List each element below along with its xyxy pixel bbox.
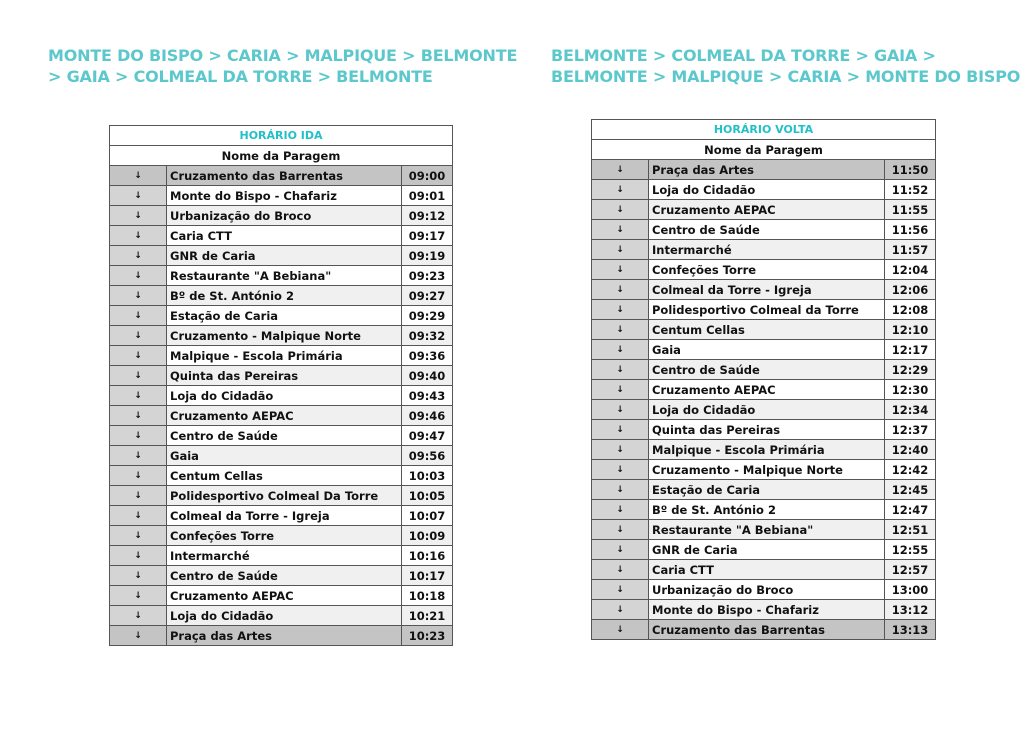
arrow-down-icon: ↓: [110, 466, 167, 486]
table-row: [110, 426, 453, 446]
stop-name: Quinta das Pereiras: [167, 366, 402, 386]
stop-name: Intermarché: [649, 240, 885, 260]
stop-time: 12:04: [885, 260, 936, 280]
stop-name: Colmeal da Torre - Igreja: [167, 506, 402, 526]
stop-time: 12:10: [885, 320, 936, 340]
stop-time: 09:47: [402, 426, 453, 446]
table-row: [110, 606, 453, 626]
arrow-down-icon: ↓: [592, 200, 649, 220]
arrow-down-icon: ↓: [110, 386, 167, 406]
stop-time: 13:00: [885, 580, 936, 600]
arrow-down-icon: ↓: [592, 300, 649, 320]
stop-time: 09:00: [402, 166, 453, 186]
stop-time: 10:17: [402, 566, 453, 586]
stop-name: Centro de Saúde: [649, 360, 885, 380]
arrow-down-icon: ↓: [592, 520, 649, 540]
stop-time: 10:23: [402, 626, 453, 646]
stop-time: 10:05: [402, 486, 453, 506]
stop-name: GNR de Caria: [649, 540, 885, 560]
stop-name: Cruzamento - Malpique Norte: [167, 326, 402, 346]
table-title: HORÁRIO VOLTA: [592, 120, 936, 140]
stop-name: Cruzamento das Barrentas: [649, 620, 885, 640]
table-row: [110, 546, 453, 566]
table-row: [110, 326, 453, 346]
arrow-down-icon: ↓: [592, 280, 649, 300]
arrow-down-icon: ↓: [592, 480, 649, 500]
table-row: [110, 566, 453, 586]
table-row: [592, 360, 936, 380]
table-row: [110, 506, 453, 526]
stop-name: Loja do Cidadão: [167, 606, 402, 626]
table-row: [592, 200, 936, 220]
timetable-ida: [109, 125, 453, 646]
arrow-down-icon: ↓: [110, 606, 167, 626]
arrow-down-icon: ↓: [592, 560, 649, 580]
stop-time: 09:56: [402, 446, 453, 466]
stop-time: 09:43: [402, 386, 453, 406]
stop-time: 11:50: [885, 160, 936, 180]
table-row: [592, 240, 936, 260]
stop-name: Estação de Caria: [167, 306, 402, 326]
table-row: [110, 246, 453, 266]
stop-time: 10:07: [402, 506, 453, 526]
arrow-down-icon: ↓: [592, 340, 649, 360]
table-row: [110, 486, 453, 506]
stop-time: 12:06: [885, 280, 936, 300]
stop-name: Caria CTT: [649, 560, 885, 580]
arrow-down-icon: ↓: [592, 500, 649, 520]
table-row: [110, 346, 453, 366]
arrow-down-icon: ↓: [110, 226, 167, 246]
stop-name: Polidesportivo Colmeal Da Torre: [167, 486, 402, 506]
stop-time: 11:52: [885, 180, 936, 200]
arrow-down-icon: ↓: [592, 400, 649, 420]
stop-name: GNR de Caria: [167, 246, 402, 266]
arrow-down-icon: ↓: [110, 266, 167, 286]
table-row: [592, 160, 936, 180]
table-row: [592, 500, 936, 520]
table-row: [110, 446, 453, 466]
stop-time: 12:47: [885, 500, 936, 520]
table-row: [592, 580, 936, 600]
stop-time: 12:34: [885, 400, 936, 420]
arrow-down-icon: ↓: [110, 446, 167, 466]
stop-time: 09:17: [402, 226, 453, 246]
stop-time: 12:57: [885, 560, 936, 580]
stop-time: 09:23: [402, 266, 453, 286]
stop-time: 09:40: [402, 366, 453, 386]
stop-name: Estação de Caria: [649, 480, 885, 500]
stop-time: 12:29: [885, 360, 936, 380]
route-ida-title: MONTE DO BISPO > CARIA > MALPIQUE > BELMONTE > GAIA > COLMEAL DA TORRE > BELMONTE: [48, 46, 518, 86]
stop-name: Praça das Artes: [167, 626, 402, 646]
stop-time: 12:51: [885, 520, 936, 540]
stop-time: 10:03: [402, 466, 453, 486]
table-row: [592, 320, 936, 340]
stop-time: 12:42: [885, 460, 936, 480]
route-volta-title: BELMONTE > COLMEAL DA TORRE > GAIA > BELMONTE > MALPIQUE > CARIA > MONTE DO BISPO: [551, 46, 1021, 86]
stop-time: 09:19: [402, 246, 453, 266]
arrow-down-icon: ↓: [110, 626, 167, 646]
table-row: [592, 560, 936, 580]
stop-name: Malpique - Escola Primária: [649, 440, 885, 460]
stop-name: Caria CTT: [167, 226, 402, 246]
arrow-down-icon: ↓: [592, 260, 649, 280]
table-row: [592, 440, 936, 460]
arrow-down-icon: ↓: [110, 366, 167, 386]
stop-time: 10:16: [402, 546, 453, 566]
stop-name: Loja do Cidadão: [649, 400, 885, 420]
stop-time: 09:27: [402, 286, 453, 306]
table-row: [110, 526, 453, 546]
table-row: [110, 626, 453, 646]
stop-name: Bº de St. António 2: [167, 286, 402, 306]
stop-time: 13:13: [885, 620, 936, 640]
arrow-down-icon: ↓: [110, 326, 167, 346]
table-row: [110, 186, 453, 206]
stop-name: Confeções Torre: [167, 526, 402, 546]
stop-name: Restaurante "A Bebiana": [649, 520, 885, 540]
arrow-down-icon: ↓: [592, 600, 649, 620]
arrow-down-icon: ↓: [592, 320, 649, 340]
stop-time: 12:40: [885, 440, 936, 460]
stop-time: 13:12: [885, 600, 936, 620]
arrow-down-icon: ↓: [110, 586, 167, 606]
stop-name: Cruzamento AEPAC: [649, 380, 885, 400]
arrow-down-icon: ↓: [110, 346, 167, 366]
column-header: Nome da Paragem: [110, 146, 453, 166]
table-row: [592, 300, 936, 320]
table-row: [592, 380, 936, 400]
table-row: [110, 226, 453, 246]
column-header: Nome da Paragem: [592, 140, 936, 160]
table-row: [592, 480, 936, 500]
table-row: [110, 406, 453, 426]
arrow-down-icon: ↓: [110, 306, 167, 326]
arrow-down-icon: ↓: [592, 460, 649, 480]
stop-time: 12:45: [885, 480, 936, 500]
timetable-volta: [591, 119, 936, 640]
arrow-down-icon: ↓: [110, 486, 167, 506]
stop-name: Restaurante "A Bebiana": [167, 266, 402, 286]
arrow-down-icon: ↓: [592, 580, 649, 600]
table-row: [110, 206, 453, 226]
arrow-down-icon: ↓: [110, 186, 167, 206]
stop-name: Monte do Bispo - Chafariz: [167, 186, 402, 206]
table-row: [110, 466, 453, 486]
stop-time: 09:46: [402, 406, 453, 426]
stop-time: 12:08: [885, 300, 936, 320]
stop-time: 12:17: [885, 340, 936, 360]
arrow-down-icon: ↓: [592, 220, 649, 240]
table-row: [110, 586, 453, 606]
stop-name: Centro de Saúde: [649, 220, 885, 240]
table-row: [592, 280, 936, 300]
table-row: [592, 260, 936, 280]
stop-time: 09:29: [402, 306, 453, 326]
table-row: [592, 400, 936, 420]
table-row: [110, 386, 453, 406]
stop-name: Monte do Bispo - Chafariz: [649, 600, 885, 620]
stop-name: Cruzamento AEPAC: [167, 406, 402, 426]
arrow-down-icon: ↓: [592, 540, 649, 560]
stop-name: Cruzamento das Barrentas: [167, 166, 402, 186]
stop-name: Bº de St. António 2: [649, 500, 885, 520]
stop-name: Centro de Saúde: [167, 566, 402, 586]
table-row: [592, 420, 936, 440]
arrow-down-icon: ↓: [592, 420, 649, 440]
table-row: [592, 460, 936, 480]
stop-time: 09:32: [402, 326, 453, 346]
arrow-down-icon: ↓: [110, 206, 167, 226]
arrow-down-icon: ↓: [592, 240, 649, 260]
arrow-down-icon: ↓: [110, 506, 167, 526]
stop-name: Confeções Torre: [649, 260, 885, 280]
stop-name: Quinta das Pereiras: [649, 420, 885, 440]
arrow-down-icon: ↓: [110, 406, 167, 426]
arrow-down-icon: ↓: [592, 160, 649, 180]
table-row: [110, 286, 453, 306]
stop-name: Urbanização do Broco: [649, 580, 885, 600]
stop-name: Centum Cellas: [649, 320, 885, 340]
table-row: [592, 180, 936, 200]
arrow-down-icon: ↓: [110, 526, 167, 546]
table-title: HORÁRIO IDA: [110, 126, 453, 146]
stop-name: Malpique - Escola Primária: [167, 346, 402, 366]
table-row: [110, 166, 453, 186]
stop-time: 11:57: [885, 240, 936, 260]
stop-time: 11:55: [885, 200, 936, 220]
stop-time: 09:01: [402, 186, 453, 206]
stop-name: Centro de Saúde: [167, 426, 402, 446]
stop-name: Urbanização do Broco: [167, 206, 402, 226]
stop-time: 12:55: [885, 540, 936, 560]
stop-time: 11:56: [885, 220, 936, 240]
stop-name: Cruzamento - Malpique Norte: [649, 460, 885, 480]
table-row: [592, 620, 936, 640]
stop-time: 09:12: [402, 206, 453, 226]
table-row: [110, 266, 453, 286]
table-row: [592, 220, 936, 240]
arrow-down-icon: ↓: [110, 566, 167, 586]
stop-name: Colmeal da Torre - Igreja: [649, 280, 885, 300]
stop-name: Intermarché: [167, 546, 402, 566]
arrow-down-icon: ↓: [110, 246, 167, 266]
table-row: [110, 366, 453, 386]
stop-name: Gaia: [649, 340, 885, 360]
arrow-down-icon: ↓: [110, 166, 167, 186]
stop-time: 10:21: [402, 606, 453, 626]
stop-time: 12:37: [885, 420, 936, 440]
arrow-down-icon: ↓: [110, 546, 167, 566]
stop-time: 09:36: [402, 346, 453, 366]
arrow-down-icon: ↓: [592, 620, 649, 640]
arrow-down-icon: ↓: [110, 426, 167, 446]
table-row: [592, 600, 936, 620]
stop-name: Cruzamento AEPAC: [167, 586, 402, 606]
table-row: [110, 306, 453, 326]
arrow-down-icon: ↓: [592, 180, 649, 200]
stop-name: Centum Cellas: [167, 466, 402, 486]
stop-time: 10:18: [402, 586, 453, 606]
table-row: [592, 540, 936, 560]
stop-name: Loja do Cidadão: [167, 386, 402, 406]
arrow-down-icon: ↓: [592, 360, 649, 380]
arrow-down-icon: ↓: [592, 380, 649, 400]
stop-time: 10:09: [402, 526, 453, 546]
stop-name: Loja do Cidadão: [649, 180, 885, 200]
arrow-down-icon: ↓: [110, 286, 167, 306]
table-row: [592, 520, 936, 540]
stop-name: Gaia: [167, 446, 402, 466]
stop-name: Polidesportivo Colmeal da Torre: [649, 300, 885, 320]
table-row: [592, 340, 936, 360]
arrow-down-icon: ↓: [592, 440, 649, 460]
stop-time: 12:30: [885, 380, 936, 400]
stop-name: Praça das Artes: [649, 160, 885, 180]
stop-name: Cruzamento AEPAC: [649, 200, 885, 220]
